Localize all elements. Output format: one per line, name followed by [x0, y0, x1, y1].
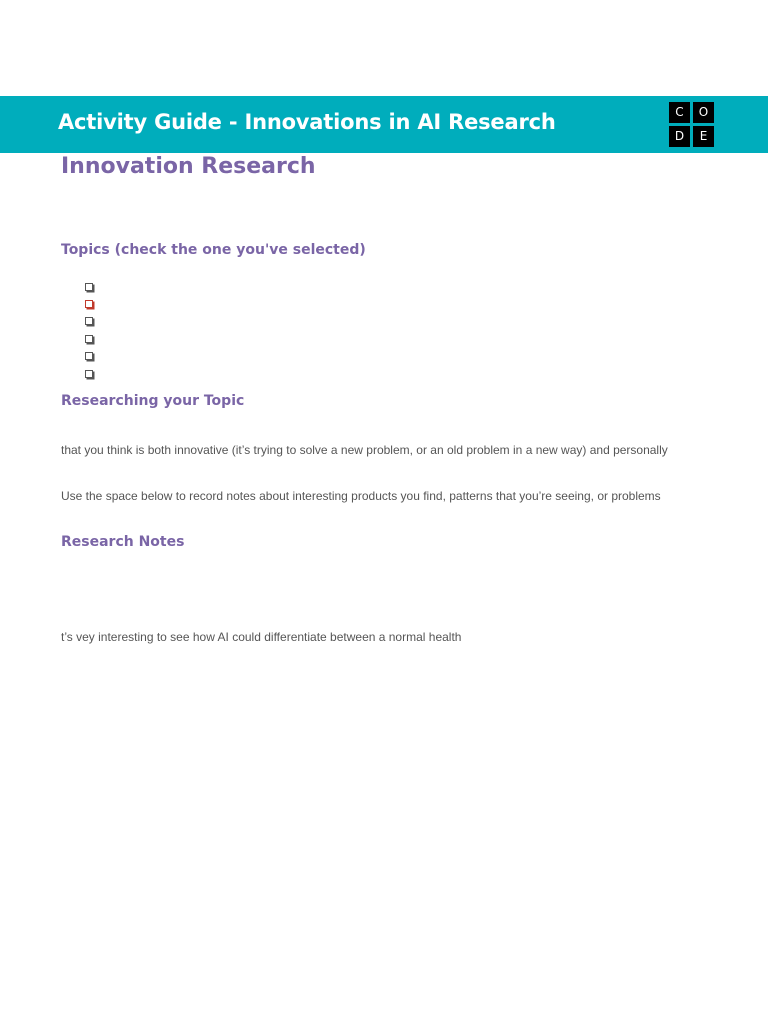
list-item[interactable] — [85, 295, 93, 312]
document-title: Activity Guide - Innovations in AI Research — [58, 110, 556, 134]
research-notes-text: t’s vey interesting to see how AI could differentiate between a normal health — [61, 630, 462, 644]
list-item[interactable] — [85, 365, 93, 382]
list-item[interactable] — [85, 348, 93, 365]
header-banner — [0, 96, 768, 153]
logo-letter: D — [669, 126, 690, 147]
code-org-logo — [669, 102, 715, 148]
checkbox-icon[interactable] — [85, 317, 93, 325]
checkbox-icon[interactable] — [85, 370, 93, 378]
list-item[interactable] — [85, 278, 93, 295]
logo-letter: O — [693, 102, 714, 123]
list-item[interactable] — [85, 330, 93, 347]
topics-checkbox-list — [85, 278, 93, 382]
researching-paragraph-2: Use the space below to record notes about interesting products you find, patterns that you’re seeing, or problems — [61, 489, 661, 503]
list-item[interactable] — [85, 313, 93, 330]
checkbox-icon[interactable] — [85, 300, 93, 308]
checkbox-icon[interactable] — [85, 283, 93, 291]
page-heading: Innovation Research — [61, 154, 316, 179]
research-notes-heading: Research Notes — [61, 534, 185, 550]
topics-heading: Topics (check the one you've selected) — [61, 242, 366, 258]
checkbox-icon[interactable] — [85, 352, 93, 360]
checkbox-icon[interactable] — [85, 335, 93, 343]
researching-paragraph-1: that you think is both innovative (it’s trying to solve a new problem, or an old problem in a new way) and personally — [61, 443, 668, 457]
logo-letter: C — [669, 102, 690, 123]
researching-heading: Researching your Topic — [61, 393, 245, 409]
logo-letter: E — [693, 126, 714, 147]
